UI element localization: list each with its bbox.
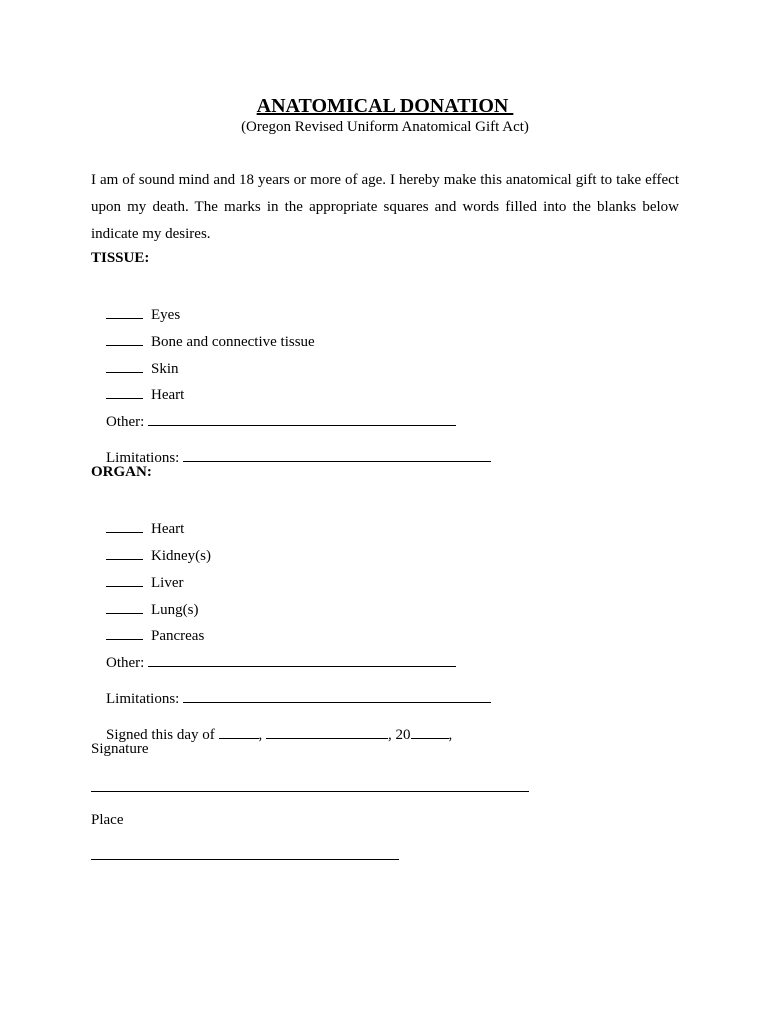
tissue-heading: TISSUE: — [91, 250, 150, 266]
tissue-other-label: Other: — [106, 414, 145, 430]
document-title: ANATOMICAL DONATION — [256, 95, 514, 117]
organ-item-label: Heart — [151, 521, 185, 537]
signed-month-field[interactable] — [266, 724, 388, 739]
place-field[interactable] — [91, 859, 399, 860]
tissue-item-label: Bone and connective tissue — [151, 334, 315, 350]
intro-paragraph: I am of sound mind and 18 years or more of age. I hereby make this anatomical gift to take effect upon my death. The marks in the appropriate squares and words filled into the blanks below indicate my desires. — [91, 172, 679, 242]
organ-limitations-label: Limitations: — [106, 691, 180, 707]
tissue-item-label: Skin — [151, 361, 179, 377]
organ-other-label: Other: — [106, 655, 145, 671]
tissue-item-label: Heart — [151, 387, 185, 403]
tissue-item-label: Eyes — [151, 307, 181, 323]
organ-limitations-field[interactable] — [183, 688, 491, 703]
signed-comma-2: , — [448, 727, 453, 743]
signed-day-field[interactable] — [219, 724, 259, 739]
signed-year-prefix: , 20 — [388, 727, 411, 743]
signed-prefix: Signed this day of — [106, 727, 215, 743]
organ-heading: ORGAN: — [91, 464, 152, 480]
signed-year-field[interactable] — [411, 724, 449, 739]
signature-label: Signature — [91, 741, 149, 757]
organ-other-field[interactable] — [148, 652, 456, 667]
document-subtitle: (Oregon Revised Uniform Anatomical Gift Act) — [241, 119, 529, 135]
tissue-other-field[interactable] — [148, 411, 456, 426]
tissue-limitations-field[interactable] — [183, 447, 491, 462]
place-label: Place — [91, 812, 124, 828]
organ-item-label: Kidney(s) — [151, 548, 211, 564]
organ-item-label: Lung(s) — [151, 602, 199, 618]
organ-item-label: Pancreas — [151, 628, 205, 644]
tissue-limitations-label: Limitations: — [106, 450, 180, 466]
signature-field[interactable] — [91, 791, 529, 792]
signed-comma-1: , — [258, 727, 263, 743]
organ-item-label: Liver — [151, 575, 184, 591]
